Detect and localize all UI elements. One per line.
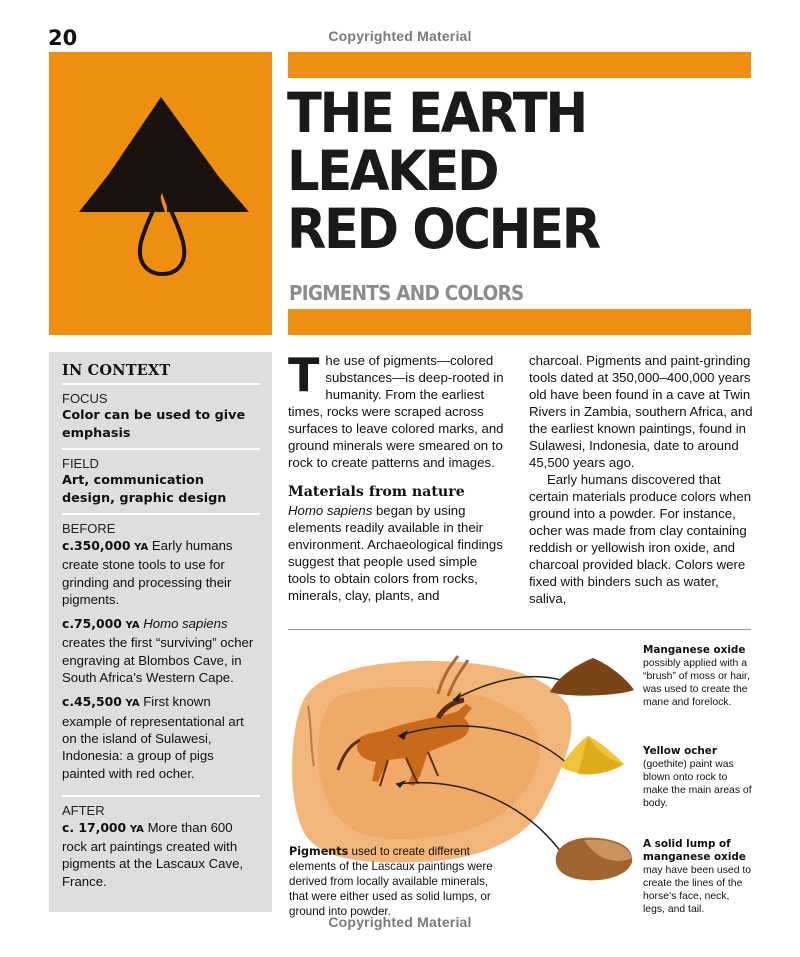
watermark-top: Copyrighted Material [328, 28, 472, 44]
callout-text: possibly applied with a “brush” of moss or hair, was used to create the mane and forelock. [643, 658, 750, 708]
field-label: FIELD [62, 456, 99, 471]
entry-date: c.45,500 [62, 694, 122, 710]
body-column-2 [529, 352, 753, 607]
callout-manganese-oxide [643, 644, 753, 709]
callout-title: A solid lump of manganese oxide [643, 838, 746, 863]
after-entry [62, 819, 260, 890]
focus-value: Color can be used to give emphasis [62, 408, 246, 441]
page-number: 20 [48, 26, 78, 50]
field-value: Art, communication design, graphic design [62, 473, 227, 506]
callout-solid-lump [643, 838, 753, 916]
before-label: BEFORE [62, 521, 116, 536]
callout-text: may have been used to create the lines of the horse’s face, neck, legs, and tail. [643, 865, 752, 915]
body-column-1 [288, 348, 508, 604]
title-bar-bottom [288, 309, 751, 335]
in-context-sidebar [49, 352, 272, 912]
entry-unit: YA [129, 823, 144, 835]
callout-yellow-ocher [643, 745, 753, 810]
context-before [62, 520, 260, 797]
drop-cap: T [288, 348, 320, 402]
page-title [287, 81, 724, 261]
section-paragraph [288, 502, 508, 604]
entry-italic: Homo sapiens [143, 616, 228, 632]
title-line-3: RED OCHER [287, 197, 599, 261]
callout-text: (goethite) paint was blown onto rock to make the main areas of body. [643, 759, 752, 809]
watermark-bottom: Copyrighted Material [328, 914, 472, 930]
section-italic: Homo sapiens [288, 503, 373, 518]
before-entry [62, 693, 260, 781]
entry-text: More than 600 rock art paintings created with pigments at the Lascaux Cave, France. [62, 819, 244, 889]
entry-text: First known example of representational art on the island of Sulawesi, Indonesia: a group of pigs painted with red ocher. [62, 694, 244, 781]
column2-paragraph-2: Early humans discovered that certain materials produce colors when ground into a powder. For instance, ocher was made from clay containing reddish or yellowish iron oxide, and charcoal provided black. Colors were fixed with binders such as water, saliva, [529, 472, 752, 606]
title-line-2: LEAKED [287, 139, 498, 203]
figure-caption [289, 844, 494, 919]
callout-title: Manganese oxide [643, 644, 746, 656]
context-field [62, 455, 260, 515]
focus-label: FOCUS [62, 391, 108, 406]
before-entry [62, 537, 260, 608]
after-label: AFTER [62, 802, 105, 818]
entry-unit: YA [134, 542, 149, 553]
entry-text: creates the first “surviving” ocher engraving at Blombos Cave, in South Africa’s Western Cape. [62, 635, 254, 686]
column2-paragraph-1: charcoal. Pigments and paint-grinding tools dated at 350,000–400,000 years old have been found in a cave at Twin Rivers in Zambia, southern Africa, and the earliest known paintings, found in Sulawesi, Indonesia, date to around 45,500 years ago. [529, 353, 753, 470]
title-bar-top [288, 52, 751, 78]
context-heading: IN CONTEXT [62, 362, 260, 385]
section-text: began by using elements readily available in their environment. Archaeological findings suggest that people used simple tools to obtain colors from rocks, minerals, clay, plants, and [288, 503, 503, 603]
title-line-1: THE EARTH [287, 81, 586, 145]
entry-date: c. 17,000 [62, 819, 127, 835]
entry-date: c.75,000 [62, 616, 122, 632]
entry-unit: YA [125, 698, 140, 710]
volcano-drop-icon [49, 52, 272, 335]
page-subtitle: PIGMENTS AND COLORS [289, 281, 524, 305]
callout-title: Yellow ocher [643, 745, 717, 757]
entry-unit: YA [125, 620, 140, 632]
before-entry [62, 615, 260, 686]
figure-divider [288, 629, 751, 630]
section-heading: Materials from nature [288, 484, 465, 500]
context-after [62, 802, 260, 903]
context-focus [62, 390, 260, 450]
intro-paragraph: he use of pigments—colored substances—is deep-rooted in humanity. From the earliest times, rocks were scraped across surfaces to leave colored marks, and ground minerals were smeared on to rock to create patterns and images. [288, 353, 504, 470]
entry-text: Early humans create stone tools to use for grinding and processing their pigments. [62, 538, 233, 607]
entry-date: c.350,000 [62, 538, 131, 553]
caption-text: used to create different elements of the Lascaux paintings were derived from locally available minerals, that were either used as solid lumps, or ground into powder. [289, 845, 493, 918]
chapter-icon-panel [49, 52, 272, 335]
caption-bold: Pigments [289, 845, 349, 858]
